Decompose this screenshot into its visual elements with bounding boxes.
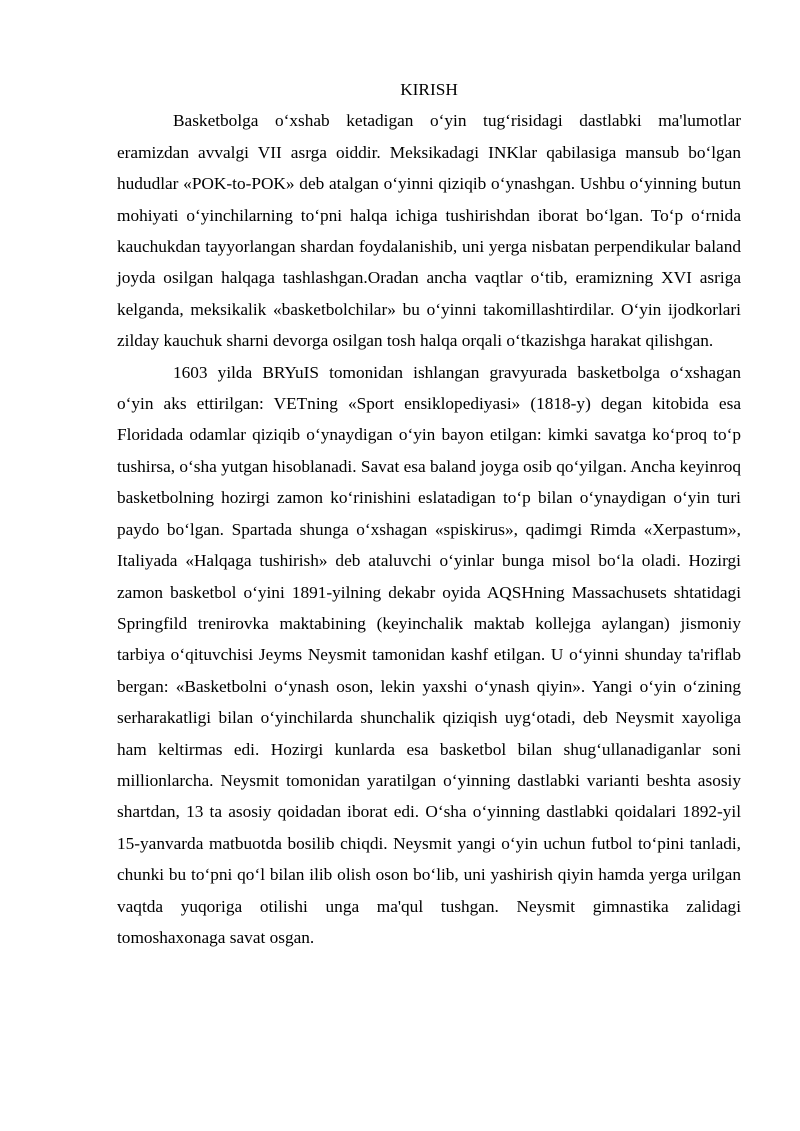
page-title: KIRISH (400, 80, 458, 99)
paragraph-1: Basketbolga o‘xshab ketadigan o‘yin tug‘risidagi dastlabki ma'lumotlar eramizdan avvalgi VII asrga oiddir. Meksikadagi INKlar qabilasiga mansub bo‘lgan hududlar «POK-to-POK» deb atalgan o‘yinni qiziqib o‘ynashgan. Ushbu o‘yinning butun mohiyati o‘yinchilarning to‘pni halqa ichiga tushirishdan iborat bo‘lgan. To‘p o‘rnida kauchukdan tayyorlangan shardan foydalanishib, uni yerga nisbatan perpendikular baland joyda osilgan halqaga tashlashgan.Oradan ancha vaqtlar o‘tib, eramizning XVI asriga kelganda, meksikalik «basketbolchilar» bu o‘yinni takomillashtirdilar. O‘yin ijodkorlari zilday kauchuk sharni devorga osilgan tosh halqa orqali o‘tkazishga harakat qilishgan. (117, 111, 741, 351)
paragraph-2: 1603 yilda BRYuIS tomonidan ishlangan gravyurada basketbolga o‘xshagan o‘yin aks ettirilgan: VETning «Sport ensiklopediyasi» (1818-y) degan kitobida esa Floridada odamlar qiziqib o‘ynaydigan o‘yin bayon etilgan: kimki savatga ko‘proq to‘p tushirsa, o‘sha yutgan hisoblanadi. Savat esa baland joyga osib qo‘yilgan. Ancha keyinroq basketbolning hozirgi zamon ko‘rinishini eslatadigan to‘p bilan o‘ynaydigan o‘yin turi paydo bo‘lgan. Spartada shunga o‘xshagan «spiskirus», qadimgi Rimda «Xerpastum», Italiyada «Halqaga tushirish» deb ataluvchi o‘yinlar bunga misol bo‘la oladi. Hozirgi zamon basketbol o‘yini 1891-yilning dekabr oyida AQSHning Massachusets shtatidagi Springfild trenirovka maktabining (keyinchalik maktab kollejga aylangan) jismoniy tarbiya o‘qituvchisi Jeyms Neysmit tamonidan kashf etilgan. U o‘yinni shunday ta'riflab bergan: «Basketbolni o‘ynash oson, lekin yaxshi o‘ynash qiyin». Yangi o‘yin o‘zining serharakatligi bilan o‘yinchilarda shunchalik qiziqish uyg‘otadi, deb Neysmit xayoliga ham keltirmas edi. Hozirgi kunlarda esa basketbol bilan shug‘ullanadiganlar soni millionlarcha. Neysmit tomonidan yaratilgan o‘yinning dastlabki varianti beshta asosiy shartdan, 13 ta asosiy qoidadan iborat edi. O‘sha o‘yinning dastlabki qoidalari 1892-yil 15-yanvarda matbuotda bosilib chiqdi. Neysmit yangi o‘yin uchun futbol to‘pini tanladi, chunki bu to‘pni qo‘l bilan ilib olish oson bo‘lib, uni yashirish qiyin hamda yerga urilgan vaqtda yuqoriga otilishi unga ma'qul tushgan. Neysmit gimnastika zalidagi tomoshaxonaga savat osgan. (117, 362, 741, 947)
document-body (117, 74, 741, 953)
